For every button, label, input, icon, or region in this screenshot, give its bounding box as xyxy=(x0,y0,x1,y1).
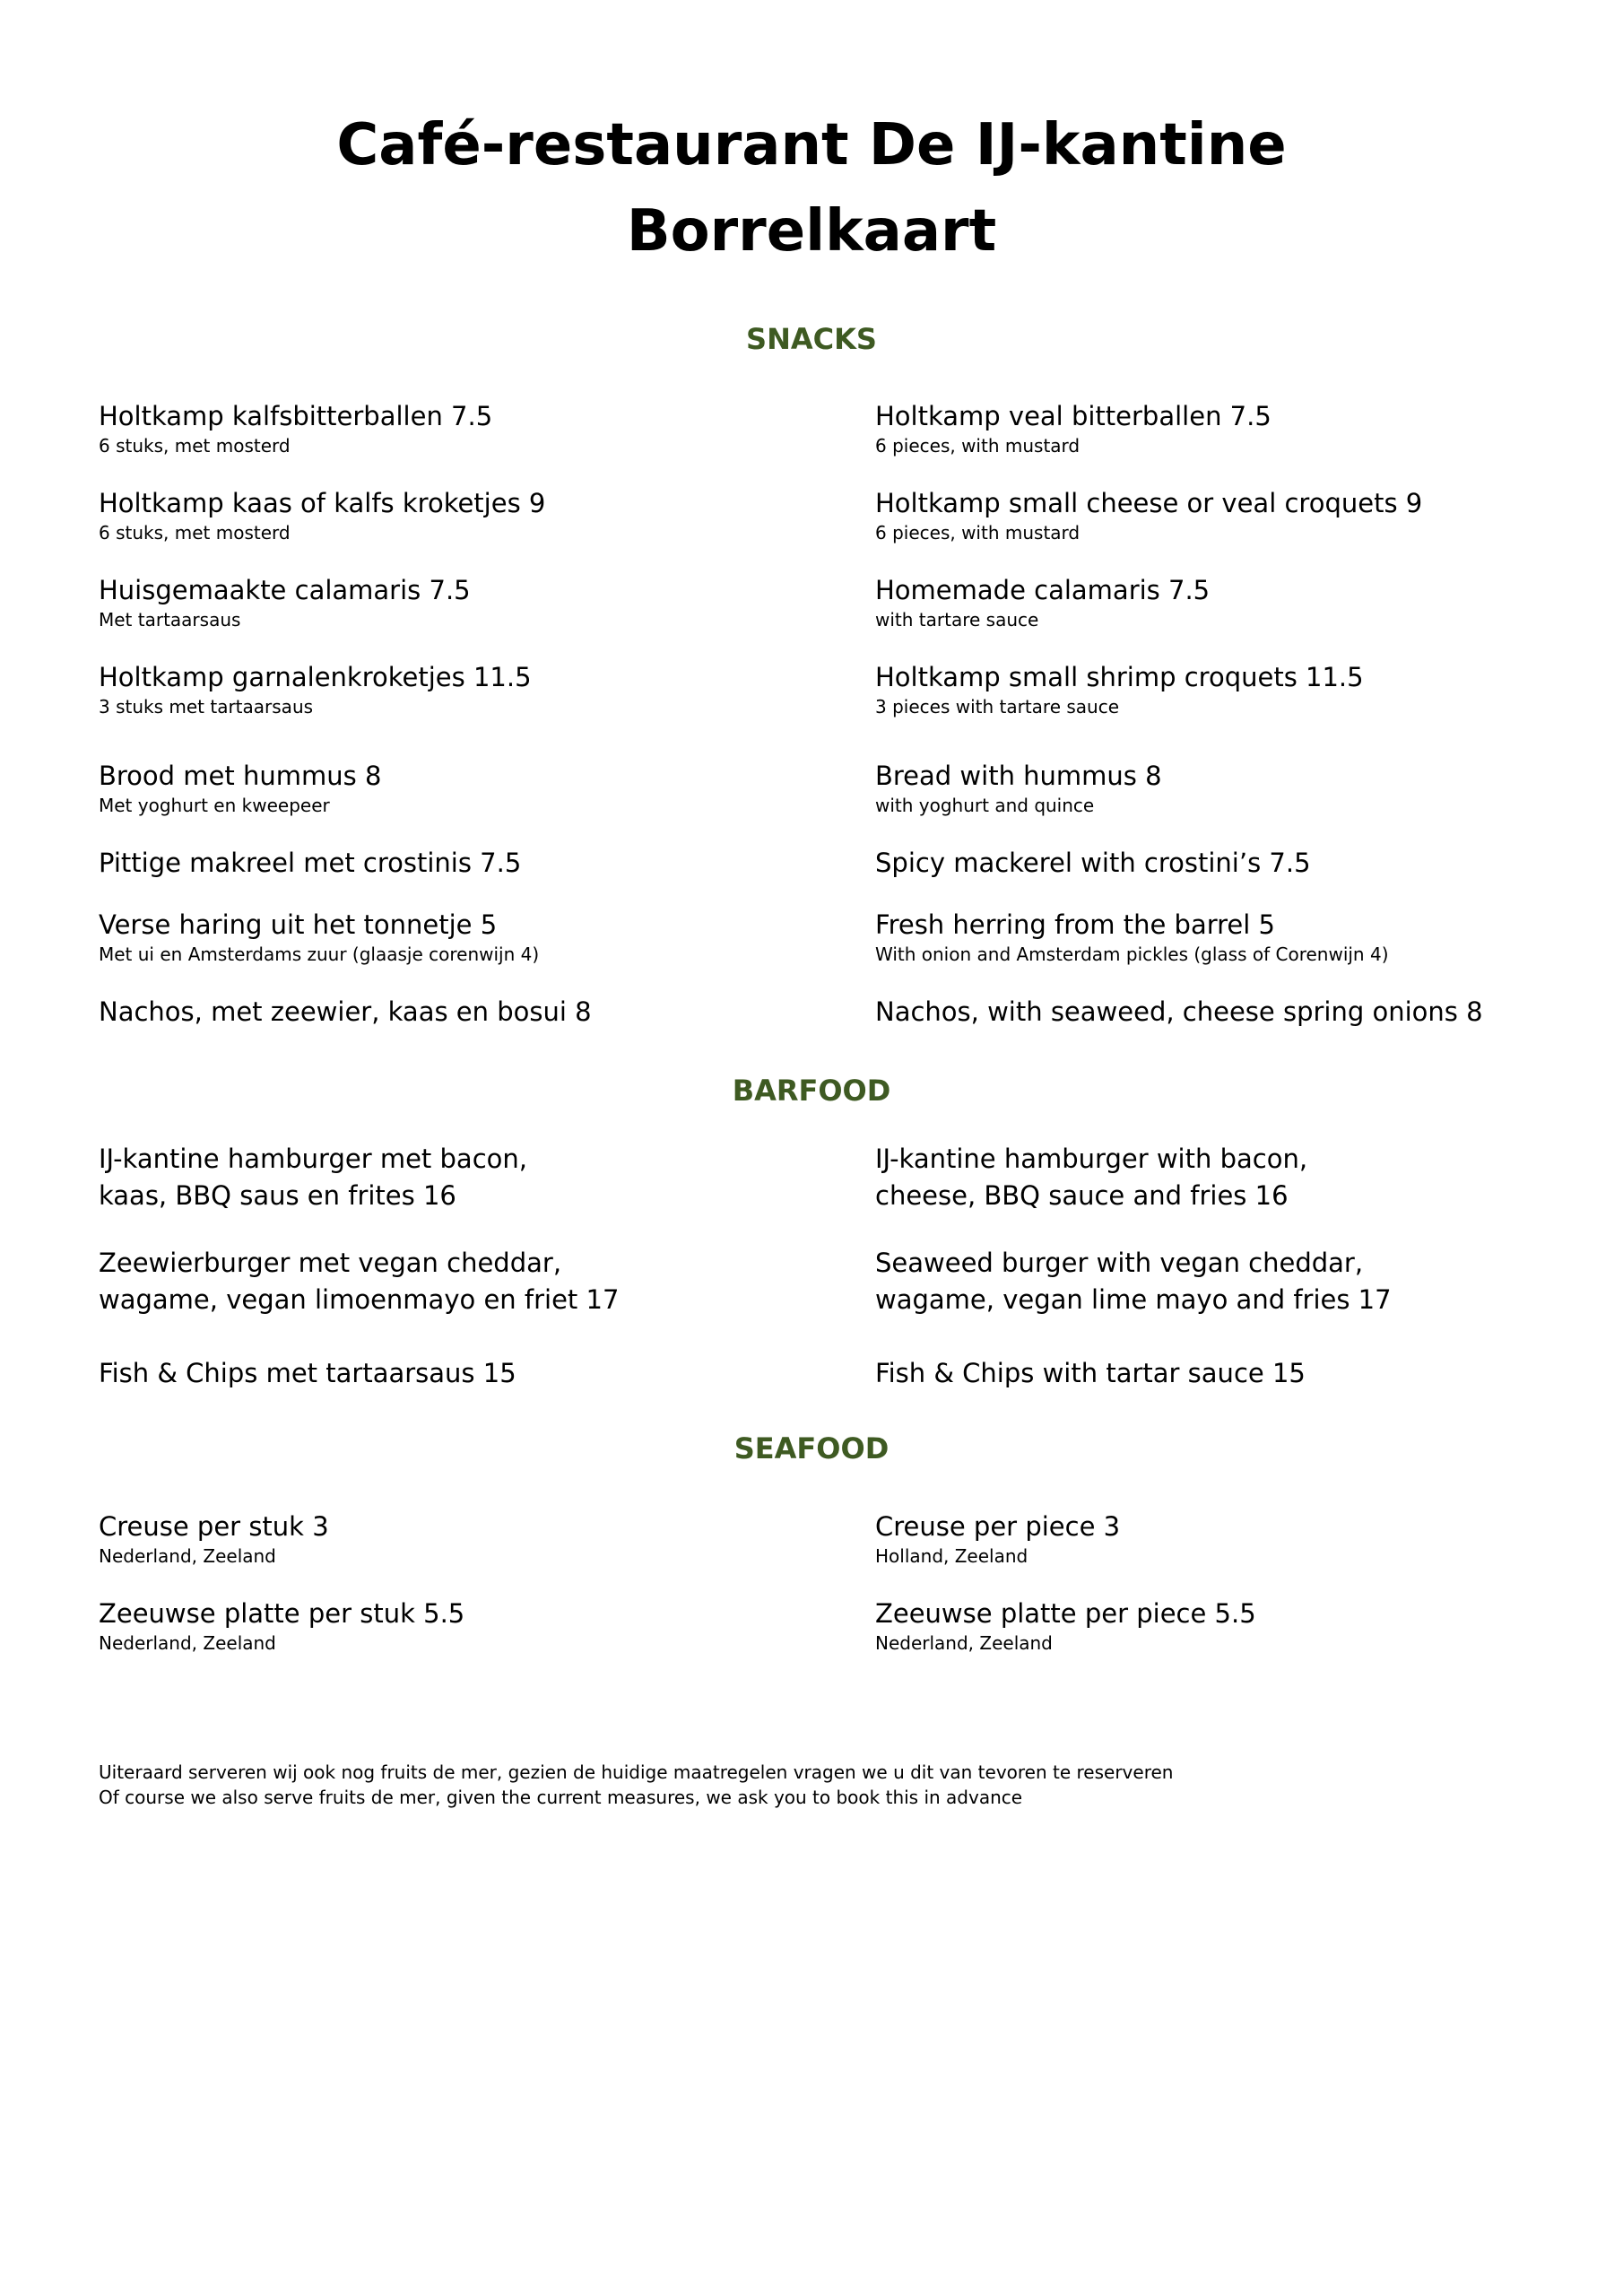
item-description: 3 pieces with tartare sauce xyxy=(875,696,1120,718)
item-name: Fish & Chips with tartar sauce 15 xyxy=(875,1358,1306,1388)
item-name: Zeeuwse platte per stuk 5.5 xyxy=(99,1598,465,1629)
item-description: with tartare sauce xyxy=(875,609,1039,631)
item-description: With onion and Amsterdam pickles (glass of Corenwijn 4) xyxy=(875,944,1389,965)
menu-item-nl xyxy=(99,1596,780,1656)
item-name: Seaweed burger with vegan cheddar, wagame, vegan lime mayo and fries 17 xyxy=(875,1248,1392,1315)
menu-item-nl xyxy=(99,845,780,882)
item-description: Nederland, Zeeland xyxy=(99,1632,276,1654)
item-name: Pittige makreel met crostinis 7.5 xyxy=(99,848,522,878)
item-name: Holtkamp garnalenkroketjes 11.5 xyxy=(99,662,532,692)
section-heading-snacks: SNACKS xyxy=(746,322,877,356)
item-name: Holtkamp veal bitterballen 7.5 xyxy=(875,401,1271,431)
item-name: Zeeuwse platte per piece 5.5 xyxy=(875,1598,1256,1629)
item-name: Holtkamp small cheese or veal croquets 9 xyxy=(875,488,1423,518)
item-description: Nederland, Zeeland xyxy=(99,1545,276,1567)
item-name: Homemade calamaris 7.5 xyxy=(875,575,1211,605)
menu-item-en xyxy=(875,994,1557,1031)
item-description: 6 pieces, with mustard xyxy=(875,435,1081,457)
menu-item-en xyxy=(875,1355,1557,1392)
menu-item-en xyxy=(875,1596,1557,1656)
item-description: 3 stuks met tartaarsaus xyxy=(99,696,314,718)
item-description: with yoghurt and quince xyxy=(875,795,1095,816)
section-heading-seafood: SEAFOOD xyxy=(733,1431,890,1465)
item-name: Creuse per stuk 3 xyxy=(99,1511,329,1542)
item-description: 6 stuks, met mosterd xyxy=(99,522,291,544)
menu-item-en xyxy=(875,659,1557,719)
menu-item-nl xyxy=(99,572,780,632)
menu-item-en xyxy=(875,485,1557,545)
item-description: Met tartaarsaus xyxy=(99,609,241,631)
item-description: Met ui en Amsterdams zuur (glaasje corenwijn 4) xyxy=(99,944,540,965)
item-description: Met yoghurt en kweepeer xyxy=(99,795,330,816)
item-name: IJ-kantine hamburger met bacon, kaas, BBQ saus en frites 16 xyxy=(99,1144,527,1211)
item-name: Holtkamp small shrimp croquets 11.5 xyxy=(875,662,1364,692)
menu-item-nl xyxy=(99,907,780,967)
menu-item-nl xyxy=(99,398,780,458)
menu-title: Borrelkaart xyxy=(626,198,997,265)
menu-item-nl xyxy=(99,994,780,1031)
item-name: Fresh herring from the barrel 5 xyxy=(875,909,1275,940)
menu-item-nl xyxy=(99,659,780,719)
menu-item-en xyxy=(875,1245,1557,1318)
item-description: 6 pieces, with mustard xyxy=(875,522,1081,544)
item-name: IJ-kantine hamburger with bacon, cheese, BBQ sauce and fries 16 xyxy=(875,1144,1308,1211)
item-name: Verse haring uit het tonnetje 5 xyxy=(99,909,498,940)
item-name: Holtkamp kalfsbitterballen 7.5 xyxy=(99,401,493,431)
item-name: Brood met hummus 8 xyxy=(99,761,382,791)
item-name: Fish & Chips met tartaarsaus 15 xyxy=(99,1358,516,1388)
menu-item-en xyxy=(875,398,1557,458)
menu-item-en xyxy=(875,845,1557,882)
item-name: Bread with hummus 8 xyxy=(875,761,1162,791)
section-heading-barfood: BARFOOD xyxy=(732,1074,891,1108)
menu-item-nl xyxy=(99,1141,780,1214)
item-name: Creuse per piece 3 xyxy=(875,1511,1121,1542)
menu-item-en xyxy=(875,907,1557,967)
menu-item-en xyxy=(875,758,1557,818)
menu-item-nl xyxy=(99,485,780,545)
item-name: Huisgemaakte calamaris 7.5 xyxy=(99,575,471,605)
menu-item-nl xyxy=(99,1355,780,1392)
footer-note-en: Of course we also serve fruits de mer, given the current measures, we ask you to book this in advance xyxy=(99,1787,1023,1808)
menu-item-en xyxy=(875,572,1557,632)
item-description: 6 stuks, met mosterd xyxy=(99,435,291,457)
menu-item-en xyxy=(875,1141,1557,1214)
item-description: Holland, Zeeland xyxy=(875,1545,1028,1567)
item-name: Nachos, met zeewier, kaas en bosui 8 xyxy=(99,996,592,1027)
menu-item-nl xyxy=(99,1245,780,1318)
menu-item-en xyxy=(875,1509,1557,1569)
footer-note-nl: Uiteraard serveren wij ook nog fruits de mer, gezien de huidige maatregelen vragen we u dit van tevoren te reserveren xyxy=(99,1761,1174,1783)
item-name: Zeewierburger met vegan cheddar, wagame, vegan limoenmayo en friet 17 xyxy=(99,1248,620,1315)
item-description: Nederland, Zeeland xyxy=(875,1632,1053,1654)
menu-item-nl xyxy=(99,758,780,818)
restaurant-title: Café-restaurant De IJ-kantine xyxy=(336,112,1287,178)
item-name: Spicy mackerel with crostini’s 7.5 xyxy=(875,848,1311,878)
menu-item-nl xyxy=(99,1509,780,1569)
item-name: Nachos, with seaweed, cheese spring onions 8 xyxy=(875,996,1483,1027)
item-name: Holtkamp kaas of kalfs kroketjes 9 xyxy=(99,488,546,518)
